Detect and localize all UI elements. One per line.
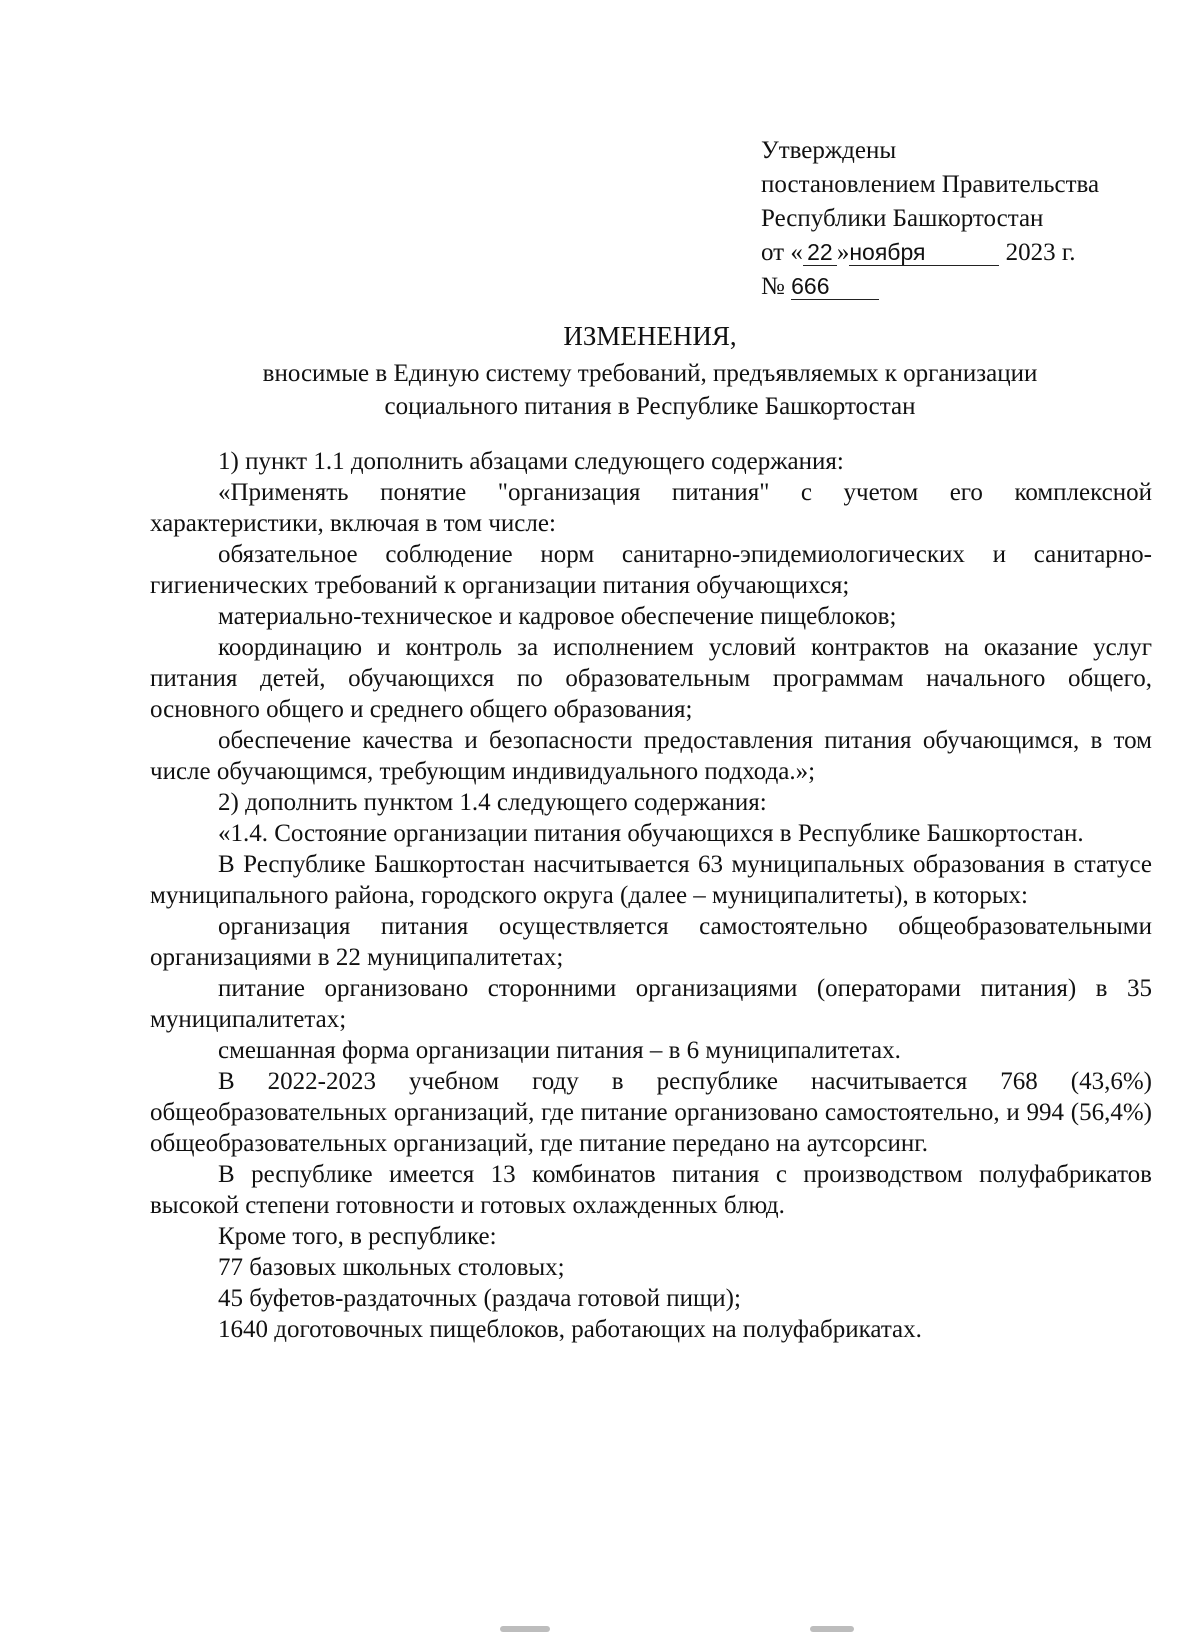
paragraph: обеспечение качества и безопасности предоставления питания обучающимся, в том числе обучающимся, требующим индивидуального подхода.»; [150, 727, 1152, 785]
paragraph: смешанная форма организации питания – в 6 муниципалитетах. [218, 1037, 901, 1064]
approval-stamp [761, 134, 1181, 304]
paragraph: 45 буфетов-раздаточных (раздача готовой пищи); [218, 1285, 741, 1312]
scan-mark [500, 1626, 550, 1632]
document-body [150, 446, 1152, 1345]
paragraph: 2) дополнить пунктом 1.4 следующего содержания: [218, 789, 767, 816]
scan-mark [810, 1626, 854, 1632]
paragraph: 77 базовых школьных столовых; [218, 1254, 565, 1281]
paragraph: координацию и контроль за исполнением условий контрактов на оказание услуг питания детей, обучающихся по образовательным программам начального общего, основного общего и среднего общего образования; [150, 634, 1152, 723]
title-heading: ИЗМЕНЕНИЯ, [563, 321, 737, 351]
document-title [150, 320, 1150, 423]
approval-line-approved: Утверждены [761, 137, 897, 164]
paragraph: В Республике Башкортостан насчитывается 63 муниципальных образования в статусе муниципального района, городского округа (далее – муниципалитеты), в которых: [150, 851, 1152, 909]
approval-date-day: 22 [803, 239, 837, 266]
approval-number-value: 666 [791, 273, 879, 300]
paragraph: обязательное соблюдение норм санитарно-эпидемиологических и санитарно-гигиенических требований к организации питания обучающихся; [150, 541, 1152, 599]
paragraph: 1640 доготовочных пищеблоков, работающих на полуфабрикатах. [218, 1316, 922, 1343]
approval-line-resolution: постановлением Правительства [761, 171, 1100, 198]
paragraph: материально-техническое и кадровое обеспечение пищеблоков; [218, 603, 897, 630]
paragraph: В 2022-2023 учебном году в республике насчитывается 768 (43,6%) общеобразовательных организаций, где питание организовано самостоятельно, и 994 (56,4%) общеобразовательных организаций, где питание передано на аутсорсинг. [150, 1068, 1152, 1157]
paragraph: организация питания осуществляется самостоятельно общеобразовательными организациями в 22 муниципалитетах; [150, 913, 1152, 971]
paragraph: Кроме того, в республике: [218, 1223, 497, 1250]
paragraph: «Применять понятие "организация питания" с учетом его комплексной характеристики, включая в том числе: [150, 479, 1152, 537]
paragraph: «1.4. Состояние организации питания обучающихся в Республике Башкортостан. [218, 820, 1084, 847]
approval-number: № 666 [761, 270, 1181, 304]
paragraph: питание организовано сторонними организациями (операторами питания) в 35 муниципалитетах; [150, 975, 1152, 1033]
approval-line-republic: Республики Башкортостан [761, 205, 1044, 232]
approval-date: от « 22 »ноября 2023 г. [761, 239, 1076, 266]
title-line-2: социального питания в Республике Башкортостан [384, 393, 916, 420]
scan-artifact-marks [500, 1626, 860, 1634]
paragraph: 1) пункт 1.1 дополнить абзацами следующего содержания: [218, 448, 844, 475]
approval-date-month: ноября [849, 239, 999, 266]
paragraph: В республике имеется 13 комбинатов питания с производством полуфабрикатов высокой степени готовности и готовых охлажденных блюд. [150, 1161, 1152, 1219]
title-line-1: вносимые в Единую систему требований, предъявляемых к организации [262, 360, 1038, 387]
approval-date-year: 2023 г. [1005, 239, 1076, 266]
